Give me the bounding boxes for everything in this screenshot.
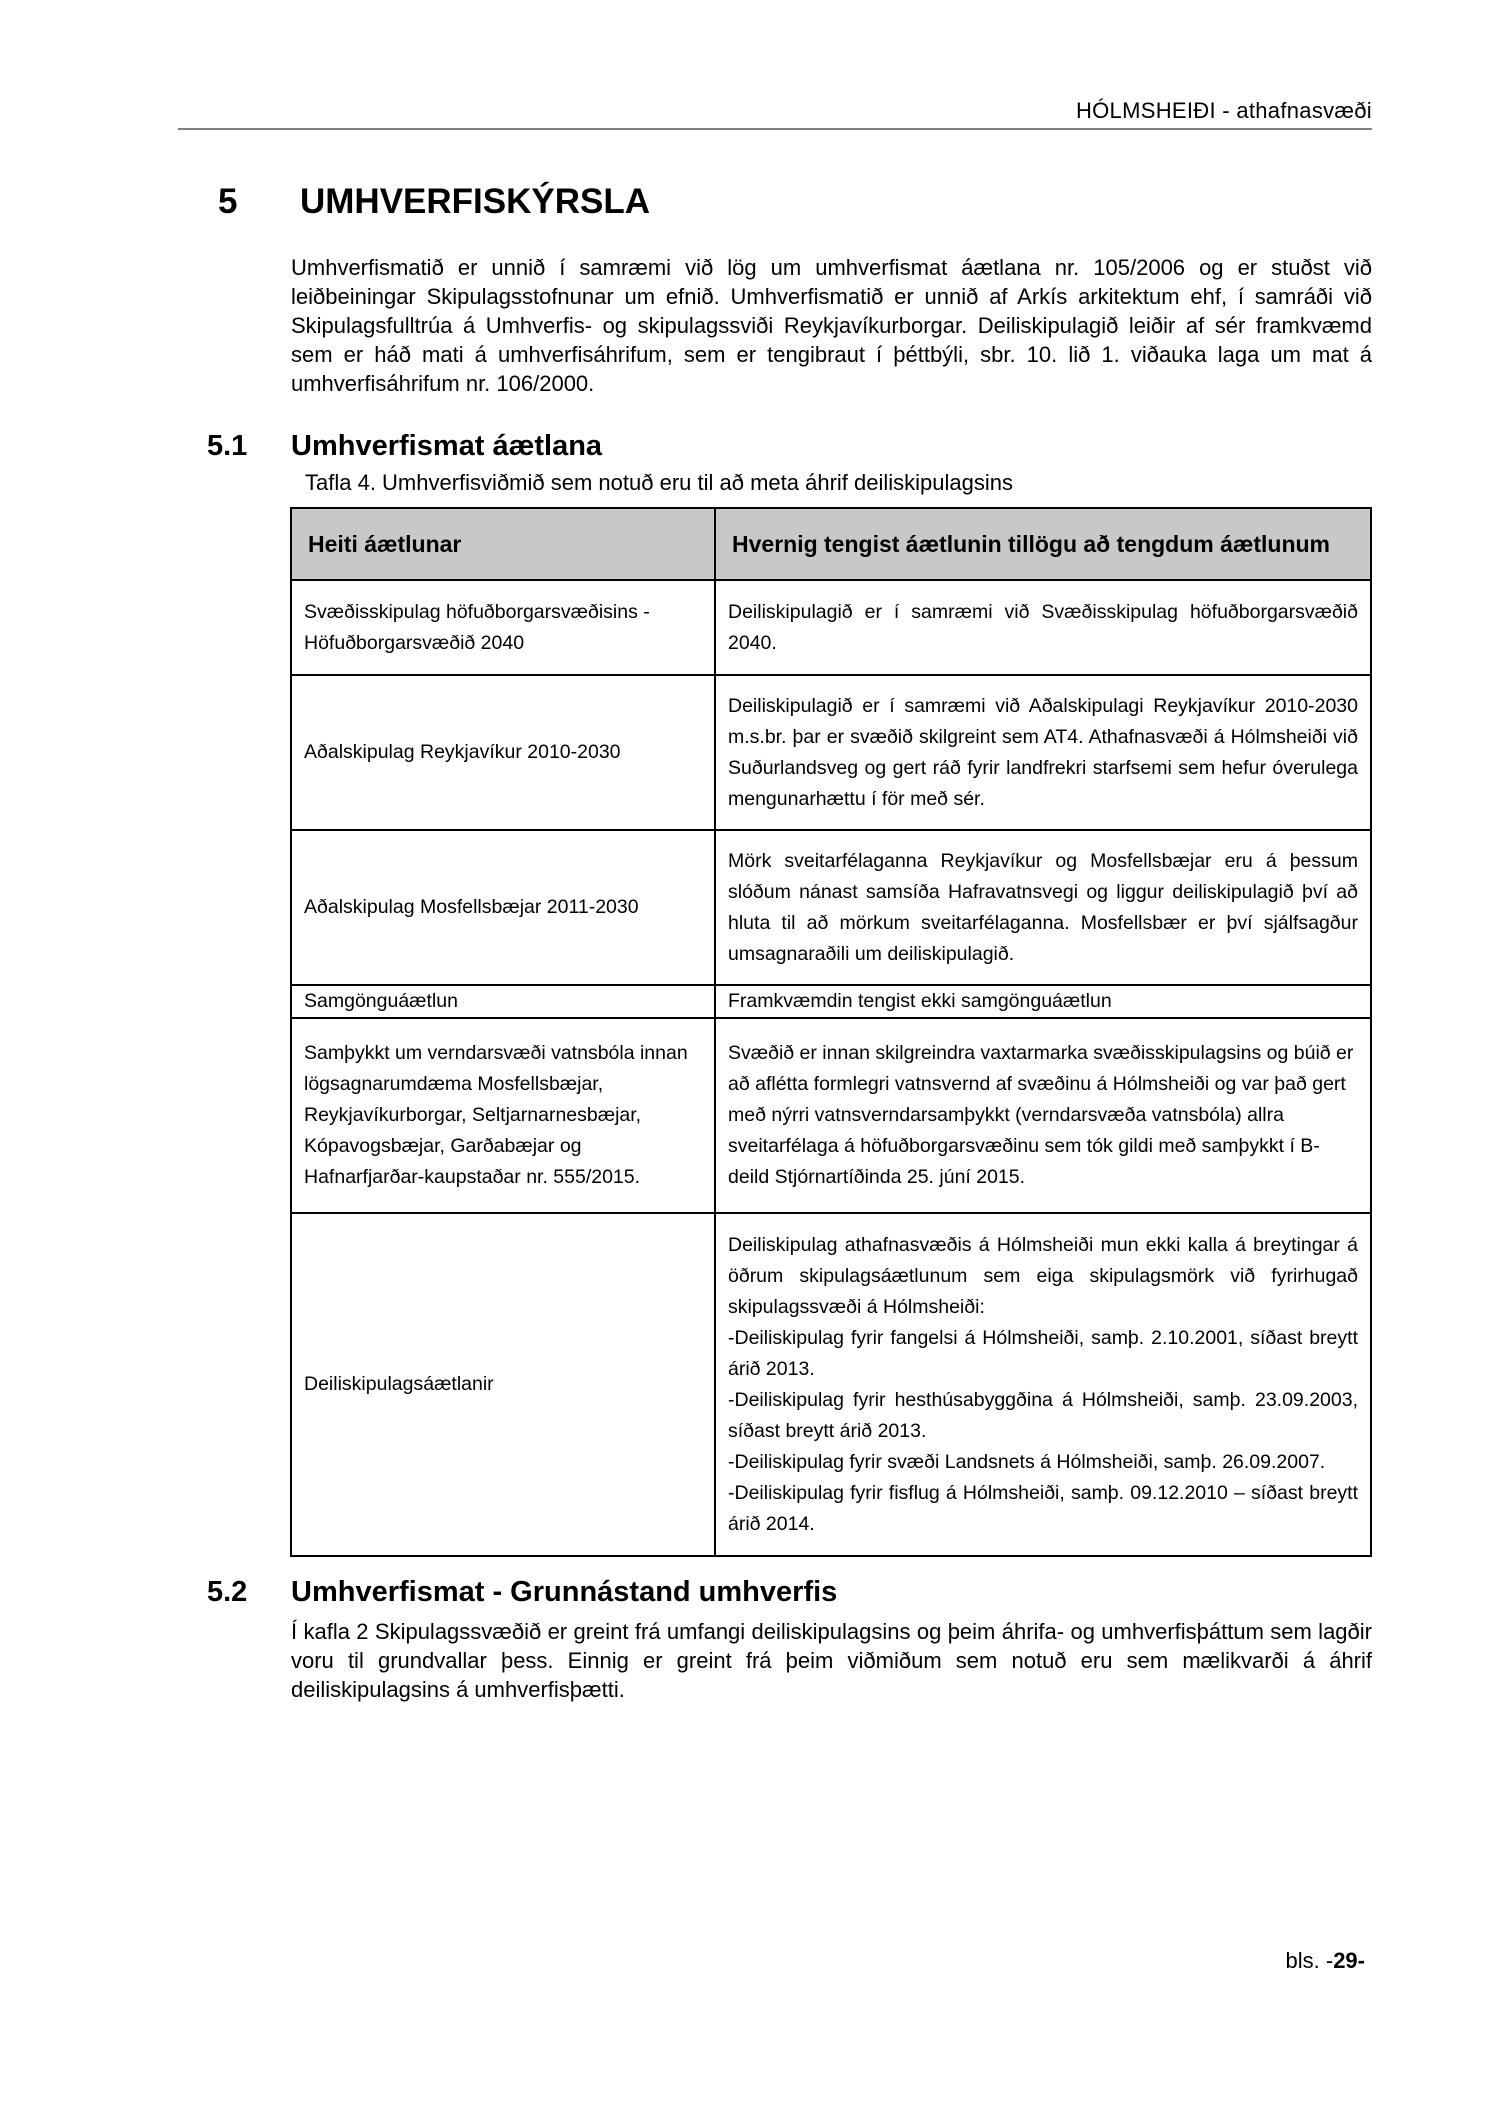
running-header: HÓLMSHEIÐI - athafnasvæði xyxy=(1075,98,1372,123)
plan-name: Deiliskipulagsáætlanir xyxy=(291,1213,715,1556)
plans-table xyxy=(290,507,1372,1557)
relation-line: -Deiliskipulag fyrir fangelsi á Hólmsheiði, samþ. 2.10.2001, síðast breytt árið 2013. xyxy=(728,1326,1358,1380)
section-number: 5.2 xyxy=(207,1576,248,1608)
section-5-paragraph: Umhverfismatið er unnið í samræmi við lög um umhverfismat áætlana nr. 105/2006 og er stuðst við leiðbeiningar Skipulagsstofnunar um efnið. Umhverfismatið er unnið af Arkís arkitektum ehf, í samráði við Skipulagsfulltrúa á Umhverfis- og skipulagssviði Reykjavíkurborgar. Deiliskipulagið leiðir af sér framkvæmd sem er háð mati á umhverfisáhrifum, sem er tengibraut í þéttbýli, sbr. 10. lið 1. viðauka laga um mat á umhverfisáhrifum nr. 106/2000. xyxy=(291,255,1372,396)
section-number: 5.1 xyxy=(207,430,248,462)
column-header: Heiti áætlunar xyxy=(291,508,715,580)
plan-relation: Mörk sveitarfélaganna Reykjavíkur og Mosfellsbæjar eru á þessum slóðum nánast samsíða Hafravatnsvegi og liggur deiliskipulagið því að hluta til að mörkum sveitarfélaganna. Mosfellsbær er því sjálfsagður umsagnaraðili um deiliskipulagið. xyxy=(715,830,1371,985)
plan-name: Samgönguáætlun xyxy=(291,985,715,1018)
table-row xyxy=(291,580,1371,675)
table-row xyxy=(291,675,1371,830)
relation-line: -Deiliskipulag fyrir fisflug á Hólmsheiði, samþ. 09.12.2010 – síðast breytt árið 2014. xyxy=(728,1481,1358,1535)
page-value: 29 xyxy=(1333,1948,1358,1973)
relation-line: -Deiliskipulag fyrir svæði Landsnets á Hólmsheiði, samþ. 26.09.2007. xyxy=(728,1450,1326,1473)
table-header-row xyxy=(291,508,1371,580)
section-5-2-paragraph: Í kafla 2 Skipulagssvæðið er greint frá umfangi deiliskipulagsins og þeim áhrifa- og umhverfisþáttum sem lagðir voru til grundvallar þess. Einnig er greint frá þeim viðmiðum sem notuð eru sem mælikvarði á áhrif deiliskipulagsins á umhverfisþætti. xyxy=(291,1619,1372,1702)
plan-relation: Svæðið er innan skilgreindra vaxtarmarka svæðisskipulagsins og búið er að aflétta formlegri vatnsvernd af svæðinu á Hólmsheiði og var það gert með nýrri vatnsverndarsamþykkt (verndarsvæða vatnsbóla) allra sveitarfélaga á höfuðborgarsvæðinu sem tók gildi með samþykkt í B-deild Stjórnartíðinda 25. júní 2015. xyxy=(715,1018,1371,1213)
table-row xyxy=(291,1213,1371,1556)
section-title: Umhverfismat - Grunnástand umhverfis xyxy=(291,1576,838,1608)
plan-name: Samþykkt um verndarsvæði vatnsbóla innan lögsagnarumdæma Mosfellsbæjar, Reykjavíkurborgar, Seltjarnarnesbæjar, Kópavogsbæjar, Garðabæjar og Hafnarfjarðar-kaupstaðar nr. 555/2015. xyxy=(291,1018,715,1213)
table-row xyxy=(291,830,1371,985)
plan-name: Aðalskipulag Reykjavíkur 2010-2030 xyxy=(291,675,715,830)
section-5-2-heading xyxy=(207,1576,837,1609)
section-number: 5 xyxy=(218,182,238,221)
plan-relation: Deiliskipulagið er í samræmi við Svæðisskipulag höfuðborgarsvæðið 2040. xyxy=(715,580,1371,675)
plan-relation: Framkvæmdin tengist ekki samgönguáætlun xyxy=(715,985,1371,1018)
page-number xyxy=(1286,1948,1366,1974)
relation-line: Deiliskipulag athafnasvæðis á Hólmsheiði mun ekki kalla á breytingar á öðrum skipulagsáætlunum sem eiga skipulagsmörk við fyrirhugað skipulagssvæði á Hólmsheiði: xyxy=(728,1233,1358,1318)
relation-line: -Deiliskipulag fyrir hesthúsabyggðina á Hólmsheiði, samþ. 23.09.2003, síðast breytt árið 2013. xyxy=(728,1388,1358,1442)
plan-name: Svæðisskipulag höfuðborgarsvæðisins - Höfuðborgarsvæðið 2040 xyxy=(291,580,715,675)
page-prefix: bls. - xyxy=(1285,1948,1334,1973)
section-5-heading xyxy=(218,182,650,222)
table-row xyxy=(291,1018,1371,1213)
section-title: UMHVERFISKÝRSLA xyxy=(300,182,651,221)
header-rule xyxy=(178,128,1372,130)
plan-name: Aðalskipulag Mosfellsbæjar 2011-2030 xyxy=(291,830,715,985)
plan-relation xyxy=(715,1213,1371,1556)
section-title: Umhverfismat áætlana xyxy=(291,430,603,462)
page-suffix: - xyxy=(1357,1948,1365,1973)
column-header: Hvernig tengist áætlunin tillögu að tengdum áætlunum xyxy=(715,508,1371,580)
table-row xyxy=(291,985,1371,1018)
table-caption: Tafla 4. Umhverfisviðmið sem notuð eru til að meta áhrif deiliskipulagsins xyxy=(305,470,1013,495)
section-5-1-heading xyxy=(207,430,602,463)
plan-relation: Deiliskipulagið er í samræmi við Aðalskipulagi Reykjavíkur 2010-2030 m.s.br. þar er svæðið skilgreint sem AT4. Athafnasvæði á Hólmsheiði við Suðurlandsveg og gert ráð fyrir landfrekri starfsemi sem hefur óverulega mengunarhættu í för með sér. xyxy=(715,675,1371,830)
